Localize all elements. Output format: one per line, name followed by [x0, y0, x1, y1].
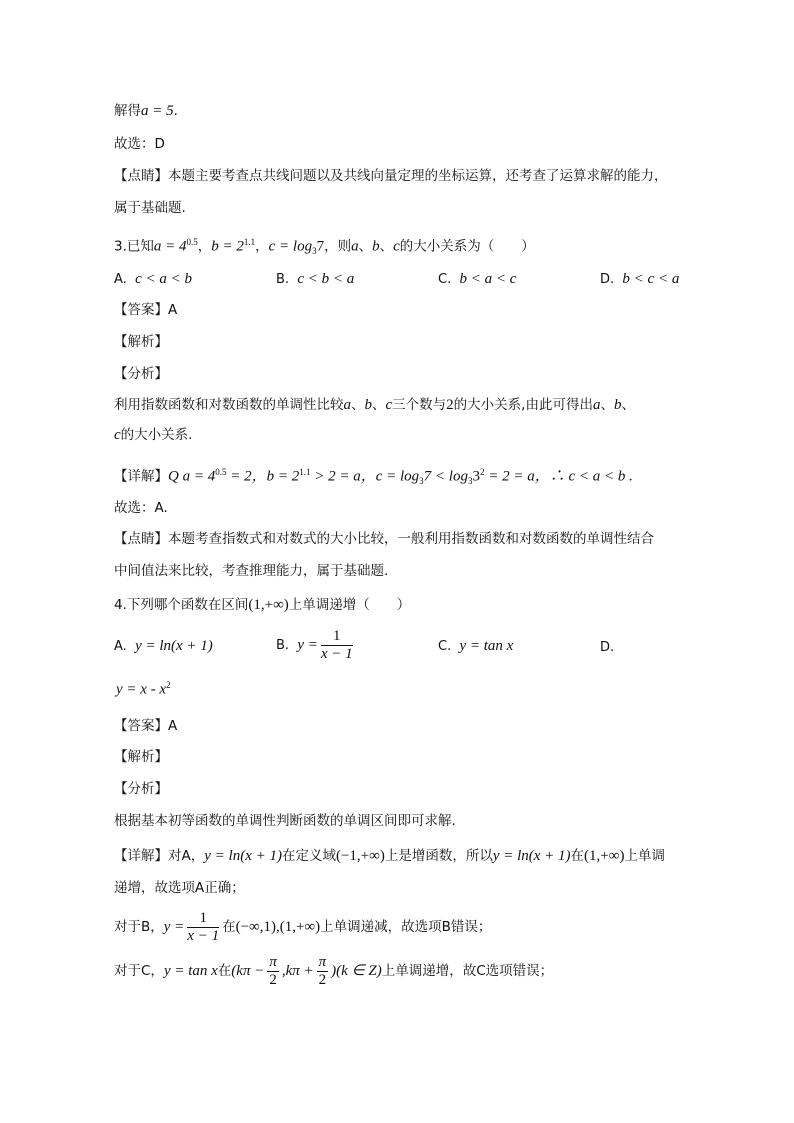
comment-line: 【点睛】本题考查指数式和对数式的大小比较，一般利用指数函数和对数函数的单调性结合 — [114, 531, 654, 547]
detail-line: 【详解】对A，y = ln(x + 1)在定义域(−1,+∞)上是增函数，所以y = ln(x + 1)在(1,+∞)上单调 — [114, 848, 665, 864]
question-4-stem: 4.下列哪个函数在区间(1,+∞)上单调递增（ ） — [114, 597, 411, 613]
fenxi-text: 利用指数函数和对数函数的单调性比较a、b、c三个数与2的大小关系,由此可得出a、b、 — [114, 397, 635, 413]
analysis-label: 【解析】 — [114, 334, 168, 350]
question-3-stem: 3.已知$a = 4^{0.5}$，$b = 2^{1.1}$，$c = \log_37$，则a、b、c的大小关系为（ ） — [114, 237, 535, 257]
fenxi-label: 【分析】 — [114, 781, 168, 797]
answer-label: 【答案】A — [114, 302, 178, 318]
option-c: C. b < a < c — [438, 271, 517, 287]
answer-line: 故选：D — [114, 136, 165, 152]
fenxi-text: c的大小关系. — [114, 427, 193, 443]
text-line: 解得a = 5. — [114, 103, 178, 119]
option-a: A. c < a < b — [114, 271, 192, 287]
option-b: B. c < b < a — [276, 271, 355, 287]
detail-line: 对于C，y = tan x在(kπ − $\frac{\pi}{2}$ ,kπ + $\frac{\pi}{2}$ )(k ∈ Z)上单调递增，故C选项错误； — [114, 953, 554, 988]
option-d: D. b < c < a — [600, 271, 680, 287]
option-d: $y = x - x^2$ — [116, 680, 171, 698]
detail-line: 递增，故选项A正确； — [114, 880, 245, 896]
fenxi-label: 【分析】 — [114, 366, 168, 382]
option-c: C. y = tan x — [438, 638, 514, 654]
comment-line: 属于基础题. — [114, 200, 186, 216]
detail-line: 对于B，y = $\frac{1}{x - 1}$ 在(−∞,1),(1,+∞)上单调递减，故选项B错误； — [114, 909, 492, 944]
comment-line: 【点睛】本题主要考查点共线问题以及共线向量定理的坐标运算，还考查了运算求解的能力， — [114, 168, 668, 184]
answer-label: 【答案】A — [114, 718, 178, 734]
detail-line: 【详解】Q $a = 4^{0.5} = 2$，$b = 2^{1.1} > 2 = a$，$c = \log_37 < \log_33^2 = 2 = a$，∴ c < a < b . — [114, 467, 633, 487]
comment-line: 中间值法来比较，考查推理能力，属于基础题. — [114, 563, 389, 579]
fenxi-text: 根据基本初等函数的单调性判断函数的单调区间即可求解. — [114, 813, 456, 829]
option-d-label: D. — [600, 640, 615, 655]
option-a: A. y = ln(x + 1) — [114, 638, 213, 654]
answer-line: 故选：A. — [114, 500, 168, 516]
option-b: B. y = $\frac{1}{x - 1}$ — [276, 628, 353, 662]
analysis-label: 【解析】 — [114, 749, 168, 765]
